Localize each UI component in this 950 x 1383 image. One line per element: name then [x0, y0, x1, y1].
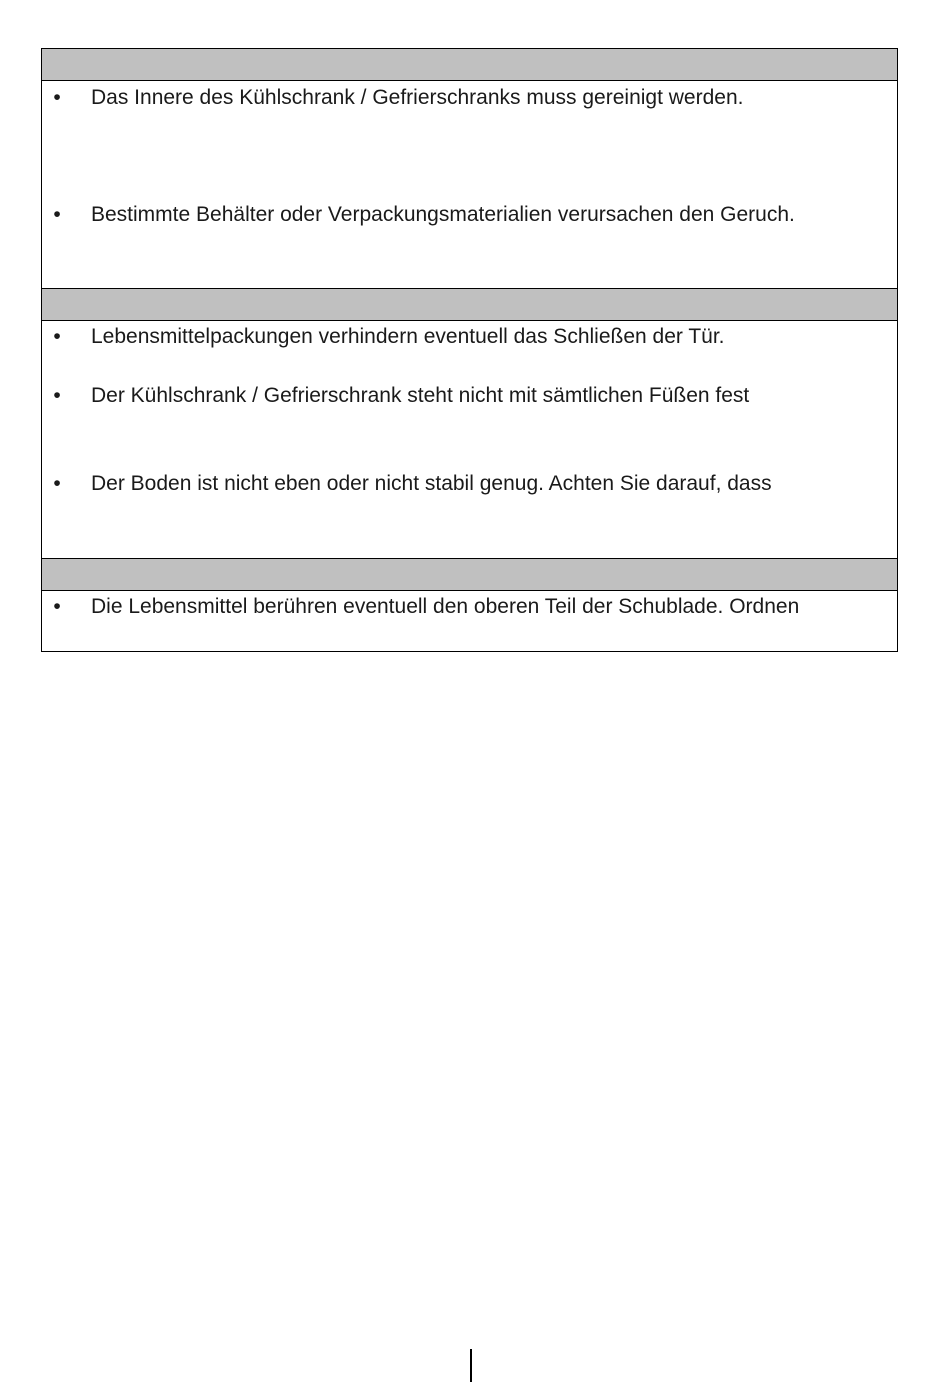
bullet-icon: •	[53, 472, 61, 495]
bullet-icon: •	[53, 595, 61, 618]
bullet-icon: •	[53, 86, 61, 109]
section-body-odor	[42, 81, 897, 289]
list-item-text: Der Kühlschrank / Gefrierschrank steht nicht mit sämtlichen Füßen fest	[91, 384, 750, 407]
section-header-door	[42, 289, 897, 321]
list-item-text: Das Innere des Kühlschrank / Gefrierschranks muss gereinigt werden.	[91, 86, 744, 109]
list-item	[42, 324, 897, 350]
section-body-door	[42, 321, 897, 559]
bullet-icon: •	[53, 203, 61, 226]
list-item-text: Lebensmittelpackungen verhindern eventuell das Schließen der Tür.	[91, 325, 725, 348]
list-item	[42, 383, 897, 409]
page-divider-line	[470, 1349, 472, 1382]
list-item-text: Der Boden ist nicht eben oder nicht stabil genug. Achten Sie darauf, dass	[91, 472, 772, 495]
list-item-text: Die Lebensmittel berühren eventuell den oberen Teil der Schublade. Ordnen	[91, 595, 800, 618]
list-item-text: Bestimmte Behälter oder Verpackungsmaterialien verursachen den Geruch.	[91, 203, 795, 226]
section-header-odor	[42, 49, 897, 81]
list-item	[42, 471, 897, 497]
bullet-icon: •	[53, 325, 61, 348]
list-item	[42, 202, 897, 228]
bullet-icon: •	[53, 384, 61, 407]
section-header-drawer	[42, 559, 897, 591]
section-body-drawer	[42, 591, 897, 651]
list-item	[42, 594, 897, 620]
troubleshooting-table	[41, 48, 898, 652]
list-item	[42, 85, 897, 111]
